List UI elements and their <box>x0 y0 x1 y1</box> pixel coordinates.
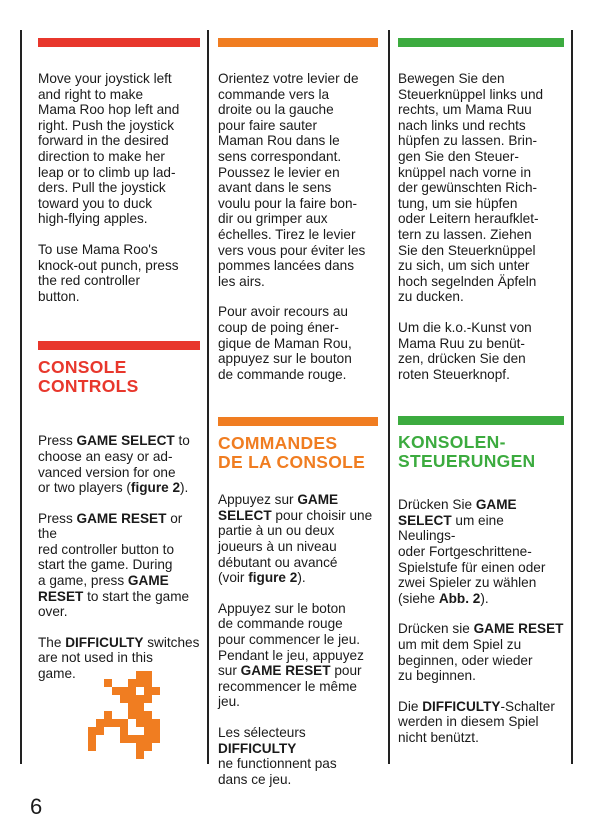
french-column <box>218 38 378 787</box>
sprite-pixel <box>144 671 152 679</box>
text-line: CONTROLS <box>38 376 139 397</box>
sprite-pixel <box>88 735 96 743</box>
text-line: Steuerknüppel links und <box>398 86 544 102</box>
text-line: roten Steuerknopf. <box>398 366 510 382</box>
text-line: To use Mama Roo's <box>38 241 158 257</box>
german-select-paragraph: Drücken Sie GAME SELECT um eine Neulings- oder Fortgeschrittene- Spielstufe für einen oder zwei Spieler zu wählen (siehe Abb. 2). <box>398 497 546 606</box>
sprite-pixel <box>120 687 128 695</box>
text-line: KONSOLEN- <box>398 432 506 453</box>
sprite-pixel <box>152 727 160 735</box>
orange-heading-bar <box>218 417 378 426</box>
text-line: STEUERUNGEN <box>398 451 536 472</box>
text-line: right. Push the joystick <box>38 117 174 133</box>
text-line: zen, drücken Sie den <box>398 351 526 367</box>
column-divider <box>20 30 22 764</box>
german-column <box>398 38 564 746</box>
text-line: appuyez sur le bouton <box>218 351 352 367</box>
text-line: nach links und rechts <box>398 117 526 133</box>
text-line: Pour avoir recours au <box>218 304 348 320</box>
sprite-pixel <box>96 727 104 735</box>
sprite-pixel <box>144 719 152 727</box>
text-line: Sie den Steuerknüppel <box>398 242 536 258</box>
sprite-pixel <box>136 711 144 719</box>
text-line: der gewünschten Rich- <box>398 180 538 196</box>
text-line: and right to make <box>38 86 144 102</box>
english-intro <box>38 71 200 227</box>
orange-color-bar <box>218 38 378 47</box>
sprite-pixel <box>128 687 136 695</box>
text-line: ders. Pull the joystick <box>38 180 166 196</box>
french-punch <box>218 304 378 382</box>
text-line: de commande rouge. <box>218 366 347 382</box>
english-select-paragraph: Press GAME SELECT to choose an easy or ad- vanced version for one or two players (figure 2). <box>38 433 190 496</box>
english-difficulty-paragraph: The DIFFICULTY switches are not used in this game. <box>38 634 200 682</box>
green-color-bar <box>398 38 564 47</box>
column-divider <box>388 30 390 764</box>
sprite-pixel <box>120 727 128 735</box>
sprite-pixel <box>144 727 152 735</box>
text-line: forward in the desired <box>38 133 169 149</box>
sprite-pixel <box>144 743 152 751</box>
text-line: rechts, um Mama Ruu <box>398 102 532 118</box>
german-punch <box>398 320 564 382</box>
text-line: hüpfen zu lassen. Brin- <box>398 133 538 149</box>
text-line: zu sich, um sich unter <box>398 258 530 274</box>
text-line: knüppel nach vorne in <box>398 164 532 180</box>
german-difficulty-paragraph: Die DIFFICULTY-Schalter werden in diesem Spiel nicht benützt. <box>398 698 555 745</box>
sprite-pixel <box>144 711 152 719</box>
text-line: the red controller <box>38 273 141 289</box>
text-line: DE LA CONSOLE <box>218 452 366 473</box>
text-line: échelles. Tirez le levier <box>218 226 356 242</box>
english-column <box>38 38 200 682</box>
english-punch <box>38 242 200 304</box>
text-line: sens correspondant. <box>218 148 342 164</box>
sprite-pixel <box>128 735 136 743</box>
sprite-pixel <box>136 671 144 679</box>
sprite-pixel <box>136 695 144 703</box>
text-line: Mama Ruu zu benüt- <box>398 335 525 351</box>
column-divider <box>207 30 209 764</box>
french-intro <box>218 71 378 289</box>
sprite-pixel <box>96 719 104 727</box>
sprite-pixel <box>136 703 144 711</box>
sprite-pixel <box>152 687 160 695</box>
french-select-paragraph: Appuyez sur GAME SELECT pour choisir une partie à un ou deux joueurs à un niveau débutant ou avancé (voir figure 2). <box>218 492 373 586</box>
text-line: toward you to duck <box>38 195 153 211</box>
text-line: commande vers la <box>218 86 330 102</box>
page-number: 6 <box>30 794 43 819</box>
sprite-pixel <box>120 719 128 727</box>
text-line: high-flying apples. <box>38 211 148 227</box>
french-difficulty-paragraph: Les sélecteurs DIFFICULTY ne functionnent pas dans ce jeu. <box>218 725 337 787</box>
sprite-pixel <box>104 679 112 687</box>
text-line: Maman Rou dans le <box>218 133 340 149</box>
sprite-pixel <box>144 679 152 687</box>
sprite-pixel <box>88 727 96 735</box>
text-line: gique de Maman Rou, <box>218 335 352 351</box>
sprite-pixel <box>144 695 152 703</box>
english-reset-paragraph: Press GAME RESET or the red controller button to start the game. During a game, press GAME RESET to start the game over. <box>38 510 190 620</box>
text-line: Poussez le levier en <box>218 164 340 180</box>
sprite-pixel <box>152 735 160 743</box>
sprite-pixel <box>136 751 144 759</box>
sprite-pixel <box>88 743 96 751</box>
text-line: knock-out punch, press <box>38 257 179 273</box>
french-reset-paragraph: Appuyez sur le boton de commande rouge pour commencer le jeu. Pendant le jeu, appuyez sur GAME RESET pour recommencer le même jeu. <box>218 600 364 710</box>
sprite-pixel <box>128 679 136 687</box>
sprite-pixel <box>104 711 112 719</box>
sprite-pixel <box>104 719 112 727</box>
sprite-pixel <box>152 719 160 727</box>
console-controls-heading <box>38 358 200 396</box>
sprite-pixel <box>136 735 144 743</box>
commandes-heading <box>218 434 378 472</box>
text-line: leap or to climb up lad- <box>38 164 176 180</box>
red-heading-bar <box>38 341 200 350</box>
sprite-pixel <box>128 695 136 703</box>
text-line: gen Sie den Steuer- <box>398 148 519 164</box>
sprite-pixel <box>136 719 144 727</box>
german-intro <box>398 71 564 305</box>
text-line: CONSOLE <box>38 357 127 378</box>
sprite-pixel <box>144 687 152 695</box>
text-line: oder Leitern heraufklet- <box>398 211 539 227</box>
sprite-pixel <box>136 679 144 687</box>
text-line: direction to make her <box>38 148 165 164</box>
sprite-pixel <box>112 719 120 727</box>
text-line: Move your joystick left <box>38 71 172 86</box>
text-line: zu ducken. <box>398 289 464 305</box>
text-line: dir ou grimper aux <box>218 211 328 227</box>
text-line: hoch segelnden Äpfeln <box>398 273 537 289</box>
text-line: Mama Roo hop left and <box>38 102 180 118</box>
sprite-pixel <box>144 735 152 743</box>
red-color-bar <box>38 38 200 47</box>
german-reset-paragraph: Drücken sie GAME RESET um mit dem Spiel zu beginnen, oder wieder zu beginnen. <box>398 621 564 684</box>
text-line: Bewegen Sie den <box>398 71 505 86</box>
sprite-pixel <box>136 743 144 751</box>
text-line: Um die k.o.-Kunst von <box>398 319 532 335</box>
text-line: tern zu lassen. Ziehen <box>398 226 532 242</box>
text-line: COMMANDES <box>218 433 338 454</box>
text-line: tung, um sie hüpfen <box>398 195 518 211</box>
text-line: voulu pour la faire bon- <box>218 195 358 211</box>
konsolen-heading <box>398 433 564 471</box>
mama-roo-sprite-icon <box>88 663 168 759</box>
green-heading-bar <box>398 416 564 425</box>
text-line: pour faire sauter <box>218 117 317 133</box>
text-line: avant dans le sens <box>218 180 332 196</box>
text-line: pommes lancées dans <box>218 258 355 274</box>
text-line: button. <box>38 288 80 304</box>
sprite-pixel <box>128 711 136 719</box>
text-line: les airs. <box>218 273 265 289</box>
text-line: droite ou la gauche <box>218 102 334 118</box>
sprite-pixel <box>128 703 136 711</box>
sprite-pixel <box>112 687 120 695</box>
text-line: coup de poing éner- <box>218 319 339 335</box>
sprite-pixel <box>120 695 128 703</box>
text-line: vers vous pour éviter les <box>218 242 366 258</box>
column-divider <box>571 30 573 764</box>
sprite-pixel <box>120 735 128 743</box>
text-line: Orientez votre levier de <box>218 71 359 86</box>
